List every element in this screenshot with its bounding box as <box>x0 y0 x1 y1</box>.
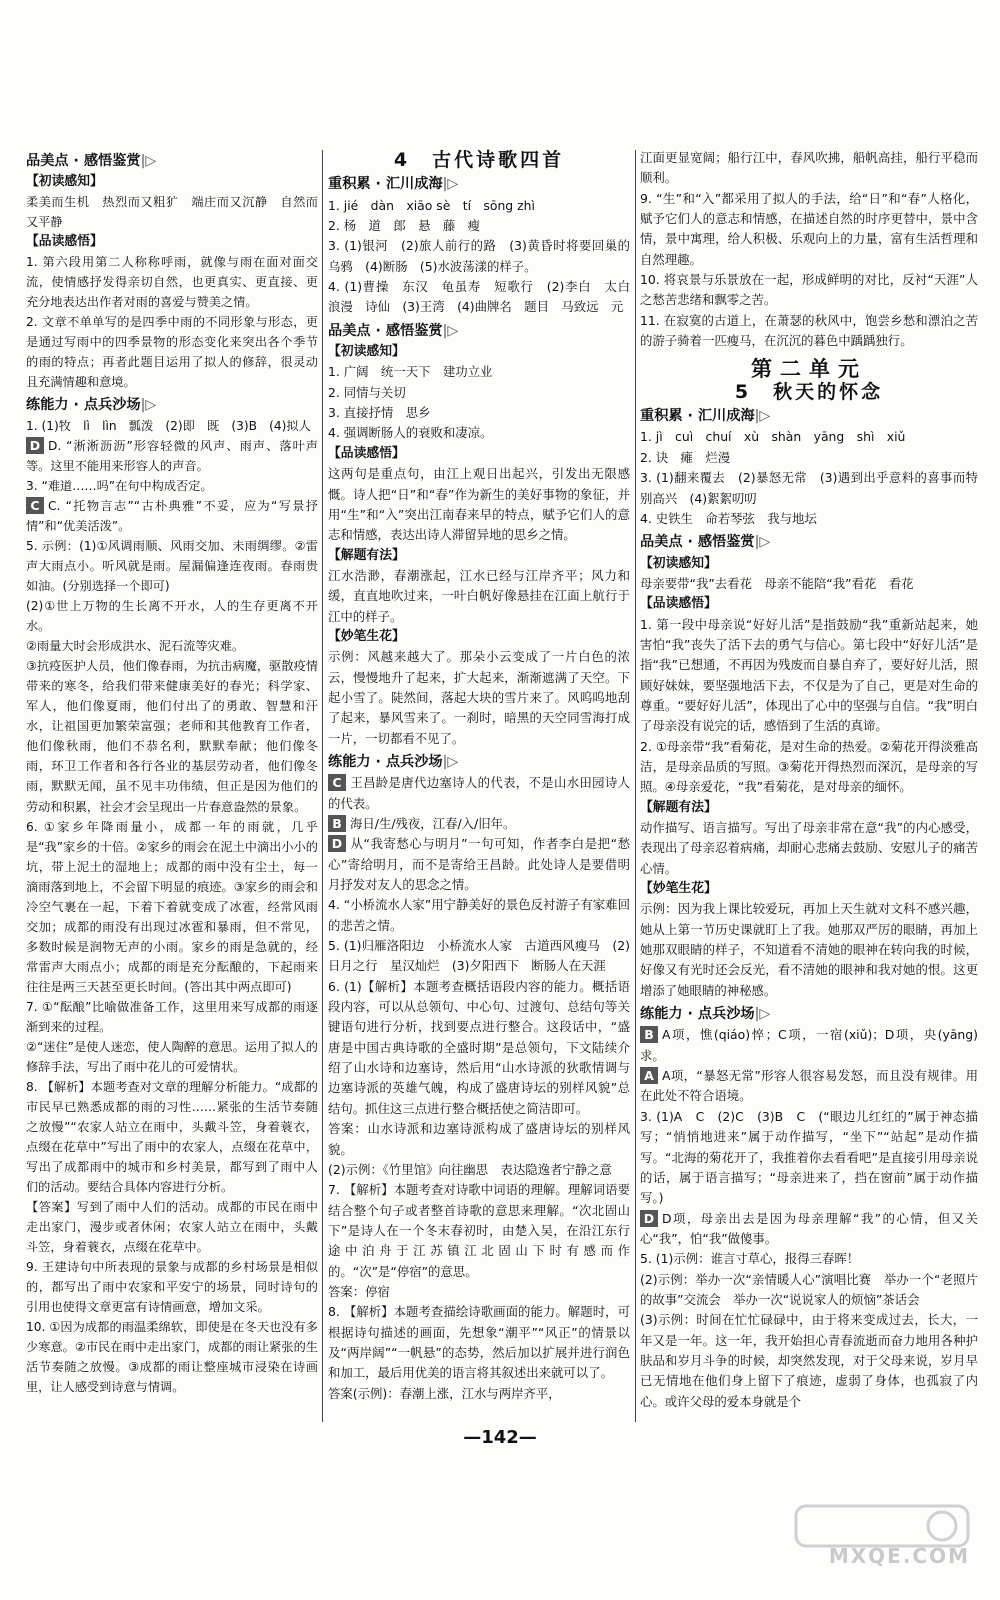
answer-paragraph <box>640 270 978 311</box>
text: 江水浩渺，春潮涨起，江水已经与江岸齐平；风力和缓，直直地吹过来，一叶白帆好像悬挂在江面上航行于江中的样子。 <box>328 567 630 624</box>
text: 2. ①母亲带“我”看菊花，是对生命的热爱。②菊花开得淡雅高洁，是母亲品质的写照。③菊花开得热烈而深沉，是母亲的写照。④母亲爱花，“我”看菊花，是对母亲的缅怀。 <box>640 738 978 795</box>
answer-choice-badge: B <box>328 815 346 832</box>
text: 从“我寄愁心与明月”一句可知，作者李白是把“愁心”寄给明月，而不是寄给王昌龄。此处诗人是要借明月抒发对友人的思念之情。 <box>328 836 630 893</box>
text: (2)①世上万物的生长离不开水，人的生存更离不开水。 <box>26 599 318 634</box>
text: 答案(示例)：春潮上涨，江水与两岸齐平， <box>328 1385 561 1401</box>
text: 重积累 · 汇川成海 <box>328 176 443 193</box>
answer-paragraph <box>640 1209 978 1250</box>
answer-paragraph <box>640 574 978 594</box>
text: A项，憔(qiáo)悴；C项，一宿(xiǔ)；D项，央(yāng)求。 <box>640 1027 978 1063</box>
answer-choice-badge: A <box>640 1067 658 1084</box>
answer-paragraph <box>26 416 318 436</box>
text: 品美点 · 感悟鉴赏 <box>328 322 443 339</box>
text: 7. ①“酝酿”比喻做准备工作，这里用来写成都的雨逐渐到来的过程。 <box>26 999 318 1034</box>
column-divider-1 <box>322 150 323 1422</box>
text: 1. 第六段用第二人称称呼雨，就像与雨在面对面交流，使情感抒发得亲切自然，也更真实、更直接、更充分地表达出作者对雨的喜爱与赞美之情。 <box>26 255 318 310</box>
text: A项，“暴怒无常”形容人很容易发怒，而且没有规律。用在此处不符合语境。 <box>640 1068 978 1104</box>
answer-choice-badge: C <box>328 774 346 791</box>
watermark-logo-icon <box>792 1502 972 1580</box>
answer-paragraph <box>328 834 630 895</box>
text: 示例：风越来越大了。那朵小云变成了一片白色的浓云，慢慢地升了起来，扩大起来，渐渐遮满了天空。下起小雪了。陡然间，落起大块的雪片来了。风呜呜地刮了起来，暴风雪来了。一刹时，暗黑的天空同雪海打成一片，一切都看不见了。 <box>328 649 630 746</box>
text: ②雨量大时会形成洪水、泥石流等灾难。 <box>26 639 245 654</box>
answer-choice-badge: B <box>640 1026 658 1043</box>
text: 4. 强调断肠人的衰败和凄凉。 <box>328 425 493 441</box>
answer-choice-badge: D <box>328 835 346 852</box>
section-arrow-icon: |▷ <box>140 153 157 169</box>
subheading <box>328 342 630 362</box>
answer-paragraph <box>640 1249 978 1269</box>
answer-paragraph <box>328 362 630 382</box>
answer-paragraph <box>640 615 978 737</box>
answer-paragraph <box>328 403 630 423</box>
answer-paragraph <box>26 1317 318 1397</box>
text: 3. (1)A C (2)C (3)B C (“眼边儿红红的”属于神态描写；“悄悄地进来”属于动作描写，“坐下”“站起”是动作描写。“北海的菊花开了，我推着你去看看吧”是直接引用母亲说的话，属于语言描写；“母亲进来了，挡在窗前”属于动作描写。) <box>640 1108 978 1206</box>
text: 【品读感悟】 <box>26 234 103 250</box>
answer-paragraph <box>640 427 978 447</box>
text: 5 秋天的怀念 <box>734 380 884 403</box>
text: 重积累 · 汇川成海 <box>640 408 755 425</box>
answer-paragraph <box>26 436 318 476</box>
answer-paragraph <box>328 936 630 977</box>
text: 10. 将哀景与乐景放在一起，形成鲜明的对比，反衬“天涯”人之愁苦悲绪和飘零之苦。 <box>640 272 978 308</box>
text: 9. 王建诗句中所表现的景象与成都的乡村场景是相似的，都写出了雨中农家和平安宁的场景，同时诗句的引用也使得文章更富有诗情画意，增加文采。 <box>26 1259 318 1314</box>
text: 【品读感悟】 <box>640 596 717 612</box>
section-heading <box>640 406 978 426</box>
section-heading <box>640 532 978 552</box>
text: 8. 【解析】本题考查对文章的理解分析能力。“成都的市民早已熟悉成都的雨的习性……紧张的生活节奏随之放慢”“农家人站立在雨中，头戴斗笠，身着蓑衣，点缀在花草中”写出了雨中的农家人，点缀在花草中，写出了成都雨中的城市和乡村美景，都写到了雨中人们的活动。要结合具体内容进行分析。 <box>26 1079 318 1194</box>
text: 答案：停宿 <box>328 1283 390 1299</box>
text: 【解题有法】 <box>640 799 717 815</box>
answer-column-2 <box>328 148 643 1404</box>
answer-paragraph <box>328 1160 630 1180</box>
text: 【品读感悟】 <box>328 445 405 461</box>
text: ③抗疫医护人员，他们像春雨，为抗击病魔，驱散疫情带来的寒冬，给我们带来健康美好的春光；科学家、军人，他们像夏雨，他们付出了的勇敢、智慧和汗水，让祖国更加繁荣富强；老师和其他教育工作者，他们像秋雨，他们不恭名利，默默奉献；他们像冬雨，环卫工作者和各行各业的基层劳动者，他们像冬雨，默默无闻，虽不见丰功伟绩，但正是因为他们的劳动和积累，社会才会呈现出一片春意盎然的景象。 <box>26 659 318 814</box>
text: 2. 杨 道 郎 悬 藤 瘦 <box>328 218 481 234</box>
answer-paragraph <box>328 773 630 814</box>
text: 动作描写、语言描写。写出了母亲非常在意“我”的内心感受，表现出了母亲忍着病痛，却耐心悲痛去鼓励、安慰儿子的痛苦心情。 <box>640 820 978 876</box>
answer-paragraph <box>26 536 318 596</box>
text: 江面更显宽阔；船行江中，春风吹拂，船帆高挂，船行平稳而顺利。 <box>640 150 978 186</box>
subheading <box>26 172 318 192</box>
answer-paragraph <box>328 814 630 834</box>
answer-paragraph <box>640 818 978 879</box>
text: 7. 【解析】本题考查对诗歌中词语的理解。理解词语要结合整个句子或者整首诗歌的意思来理解。“次北固山下”是诗人在一个冬末春初时，由楚入吴，在沿江东行途中泊舟于江苏镇江北固山下时有感而作的。“次”是“停宿”的意思。 <box>328 1182 630 1279</box>
section-arrow-icon: |▷ <box>140 397 157 414</box>
watermark-text: MXQE.COM <box>828 1544 970 1568</box>
text: 3. (1)翻来覆去 (2)暴怒无常 (3)遇到出乎意料的喜事而特别高兴 (4)絮絮叨叨 <box>640 470 978 506</box>
section-arrow-icon: |▷ <box>754 408 771 425</box>
text: 2. 文章不单单写的是四季中雨的不同形象与形态，更是通过写雨中的四季景物的形态变化来突出各个季节的雨的特点；再者此题目运用了拟人的修辞，很灵动且充满情趣和意境。 <box>26 315 318 390</box>
text: 品美点 · 感悟鉴赏 <box>640 534 755 551</box>
text: 5. (1)示例：谁言寸草心，报得三春晖！ <box>640 1251 860 1267</box>
text: (2)示例：《竹里馆》向往幽思 表达隐逸者宁静之意 <box>328 1161 612 1177</box>
answer-paragraph <box>26 1197 318 1257</box>
answer-paragraph <box>328 383 630 403</box>
text: 1. jié dàn xiāo sè tí sōng zhì <box>328 197 535 213</box>
text: 1. 第一段中母亲说“好好儿活”是指鼓励“我”重新站起来，她害怕“我”丧失了活下去的勇气与信心。第七段中“好好儿活”是指“我”已想通，不再因为残废而自暴自弃了，要好好儿活，照顾好妹妹，要坚强地活下去，不仅是为了自己，更是对生命的尊重。“要好好儿活”，体现出了心中的坚强与自信。“我”明白了母亲没有说完的话，感悟到了生活的真谛。 <box>640 616 978 734</box>
text: 练能力 · 点兵沙场 <box>26 397 141 414</box>
subheading <box>328 444 630 464</box>
answer-paragraph <box>26 997 318 1037</box>
text: 2. 诀 瘫 烂漫 <box>640 449 731 465</box>
subheading <box>328 627 630 647</box>
subheading <box>26 232 318 252</box>
text: 6. ①家乡年降雨量小，成都一年的雨就，几乎是“我”家乡的十倍。②家乡的雨会在泥土中滴出小小的坑，带上泥土的湿地上；成都的雨中没有尘土，每一滴雨落到地上，不会留下明显的痕迹。③家乡的雨会和冷空气裹在一起，下着下着就变成了冰雹，经常风雨交加；成都的雨没有出现过冰雹和暴雨，但不常见，多数时候是润物无声的小雨。家乡的雨是急就的，经常雷声大雨点小；成都的雨是充分酝酿的，下起雨来往往是两三天甚至更长时间。(答出其中两点即可) <box>26 819 318 994</box>
text: 第二单元 <box>751 357 867 382</box>
unit-title <box>640 357 978 382</box>
answer-paragraph <box>26 192 318 232</box>
text: 4 古代诗歌四首 <box>393 149 565 171</box>
answer-paragraph <box>26 476 318 496</box>
answer-paragraph <box>26 252 318 312</box>
answer-paragraph <box>328 423 630 443</box>
text: 9. “生”和“入”都采用了拟人的手法，给“日”和“春”人格化，赋予它们人的意志和情感，在描述自然的时序更替中，景中含情，景中寓理，给人积极、乐观向上的力量，富有生活哲理和自然理趣。 <box>640 190 978 267</box>
text: 【妙笔生花】 <box>640 881 717 897</box>
text: 3. “难道……吗”在句中构成否定。 <box>26 479 213 494</box>
text: 4. “小桥流水人家”用宁静美好的景色反衬游子有家难回的悲苦之情。 <box>328 897 630 933</box>
answer-paragraph <box>26 1037 318 1077</box>
answer-paragraph <box>328 236 630 277</box>
text: 5. 示例：(1)①风调雨顺、风雨交加、未雨绸缪。②雷声大雨点小。听风就是雨。屋漏偏逢连夜雨。春雨贵如油。(分别选择一个即可) <box>26 539 318 594</box>
text: 【初读感知】 <box>26 174 103 190</box>
text: 【解题有法】 <box>328 547 405 563</box>
text: 4. (1)曹操 东汉 龟虽寿 短歌行 (2)李白 太白 浪漫 诗仙 (3)王湾 (4)曲牌名 题目 马致远 元 <box>328 279 643 315</box>
section-arrow-icon: |▷ <box>754 1006 771 1023</box>
answer-column-1 <box>26 148 318 1397</box>
section-arrow-icon: |▷ <box>754 534 771 551</box>
text: 1. (1)牧 lì lìn 瓢泼 (2)即 既 (3)B (4)拟人 <box>26 419 311 434</box>
answer-choice-badge: C <box>26 497 44 514</box>
answer-choice-badge: D <box>26 437 44 454</box>
lesson-title <box>640 382 978 402</box>
text: 练能力 · 点兵沙场 <box>640 1006 755 1023</box>
answer-paragraph <box>26 817 318 997</box>
text: 答案：山水诗派和边塞诗派构成了盛唐诗坛的别样风貌。 <box>328 1121 630 1157</box>
answer-paragraph <box>26 1077 318 1197</box>
answer-paragraph <box>640 1310 978 1412</box>
answer-paragraph <box>640 1270 978 1311</box>
answer-paragraph <box>640 448 978 468</box>
answer-paragraph <box>640 189 978 270</box>
lesson-title <box>328 150 630 170</box>
subheading <box>640 554 978 574</box>
answer-paragraph <box>640 1107 978 1209</box>
section-heading <box>26 151 318 171</box>
text: 示例：因为我上课比较爱玩，再加上天生就对文科不感兴趣，她从上第一节历史课就盯上了我。她那双严厉的眼睛，再加上她那双眼睛的样子，不知道看不清她的眼神在转向我的时候，好像又有光时还会反光，看不清她的眼神和我对她的恨。这更增添了她眼睛的神秘感。 <box>640 901 978 998</box>
answer-paragraph <box>640 1066 978 1107</box>
subheading <box>640 594 978 614</box>
answer-paragraph <box>328 196 630 216</box>
answer-paragraph <box>328 464 630 545</box>
text: 品美点 · 感悟鉴赏 <box>26 153 141 169</box>
text: 【初读感知】 <box>328 344 405 360</box>
answer-paragraph <box>328 647 630 749</box>
text: 这两句是重点句，由江上观日出起兴，引发出无限感慨。诗人把“日”和“春”作为新生的美好事物的象征，并用“生”和“入”突出江南春来早的特点，赋予它们人的意志和情感，表达出诗人滞留异地的思乡之情。 <box>328 466 630 543</box>
text: 3. (1)银河 (2)旅人前行的路 (3)黄昏时将要回巢的乌鸦 (4)断肠 (5)水波荡漾的样子。 <box>328 238 630 274</box>
text: D. “淅淅沥沥”形容轻微的风声、雨声、落叶声等。这里不能用来形容人的声音。 <box>26 439 318 474</box>
page-number: —142— <box>463 1427 537 1448</box>
answer-paragraph <box>328 216 630 236</box>
answer-paragraph <box>640 148 978 189</box>
answer-paragraph <box>328 1282 630 1302</box>
answer-paragraph <box>328 1302 630 1383</box>
text: (2)示例：举办一次“亲情暖人心”演唱比赛 举办一个“老照片的故事”交流会 举办一次“说说家人的烦恼”茶话会 <box>640 1271 978 1307</box>
text: 11. 在寂寞的古道上，在萧瑟的秋风中，饱尝乡愁和漂泊之苦的游子骑着一匹瘦马，在沉沉的暮色中踽踽独行。 <box>640 312 978 349</box>
answer-paragraph <box>328 1119 630 1160</box>
answer-paragraph <box>328 566 630 627</box>
answer-paragraph <box>26 656 318 816</box>
text: 【妙笔生花】 <box>328 628 405 644</box>
answer-paragraph <box>640 311 978 352</box>
section-heading <box>328 752 630 772</box>
text: 4. 史铁生 命若琴弦 我与地坛 <box>640 510 817 526</box>
answer-paragraph <box>328 1180 630 1282</box>
answer-paragraph <box>328 977 630 1119</box>
section-heading <box>328 321 630 341</box>
section-heading <box>640 1004 978 1024</box>
text: 柔美而生机 热烈而又粗犷 端庄而又沉静 自然而又平静 <box>26 195 318 230</box>
text: 【初读感知】 <box>640 555 717 571</box>
answer-paragraph <box>328 277 643 318</box>
subheading <box>640 879 978 899</box>
text: 王昌龄是唐代边塞诗人的代表，不是山水田园诗人的代表。 <box>328 775 630 811</box>
text: (3)示例：时间在忙忙碌碌中，由于将来变成过去，长大，一年又是一年。这一年，我开始担心青春流逝而奋力地用各种护肤品和岁月斗争的时候，却突然发现，对于父母来说，岁月早已无情地在他们身上留下了痕迹，虚弱了身体，也孤寂了内心。或许父母的爱本身就是个 <box>640 1312 978 1409</box>
answer-paragraph <box>26 312 318 392</box>
text: 8. 【解析】本题考查描绘诗歌画面的能力。解题时，可根据诗句描述的画面，先想象“潮平”“风正”的情景以及“两岸阔”“一帆悬”的态势，然后加以扩展并进行润色和加工，最后用优美的语言将其叙述出来就可以了。 <box>328 1304 630 1381</box>
text: 2. 同情与关切 <box>328 384 406 400</box>
column-divider-2 <box>635 150 636 1422</box>
text: 【答案】写到了雨中人们的活动。成都的市民在雨中走出家门，漫步或者休闲；农家人站立在雨中，头戴斗笠，身着蓑衣，点缀在花草中。 <box>26 1199 318 1254</box>
text: ②“迷住”是使人迷恋，使人陶醉的意思。运用了拟人的修辞手法，写出了雨中花儿的可爱情状。 <box>26 1039 318 1074</box>
answer-paragraph <box>640 737 978 798</box>
text: 6. (1)【解析】本题考查概括语段内容的能力。概括语段内容，可以从总领句、中心句、过渡句、总结句等关键语句进行分析，找到要点进行整合。这段话中，“盛唐是中国古典诗歌的全盛时期”是总领句，下文陆续介绍了山水诗和边塞诗，然后用“山水诗派的狄歌情调与边塞诗派的英雄气魄，构成了盛唐诗坛的别样风貌”总结句。抓住这三点进行整合概括使之简洁即可。 <box>328 978 630 1116</box>
answer-paragraph <box>328 895 630 936</box>
answer-paragraph <box>640 468 978 509</box>
text: 10. ①因为成都的雨温柔绵软，即使是在冬天也没有多少寒意。②市民在雨中走出家门，成都的雨让紧张的生活节奏随之放慢。③成都的雨让整座城市浸染在诗画里，让人感受到诗意与情调。 <box>26 1319 318 1394</box>
section-arrow-icon: |▷ <box>442 322 459 339</box>
subheading <box>328 546 630 566</box>
text: 5. (1)归雁洛阳边 小桥流水人家 古道西风瘦马 (2)日月之行 星汉灿烂 (3)夕阳西下 断肠人在天涯 <box>328 938 630 974</box>
text: D项，母亲出去是因为母亲理解“我”的心情，但又关心“我”，怕“我”做傻事。 <box>640 1210 978 1246</box>
answer-paragraph <box>640 899 978 1001</box>
text: 练能力 · 点兵沙场 <box>328 753 443 770</box>
text: 1. 广阔 统一天下 建功立业 <box>328 364 493 380</box>
answer-column-3 <box>640 148 978 1412</box>
answer-paragraph <box>640 509 978 529</box>
text: 1. jì cuì chuí xù shàn yāng shì xiǔ <box>640 429 906 445</box>
section-heading <box>26 395 318 415</box>
answer-paragraph <box>328 1384 630 1404</box>
section-arrow-icon: |▷ <box>442 753 459 770</box>
answer-paragraph <box>26 636 318 656</box>
section-arrow-icon: |▷ <box>442 176 459 193</box>
text: 海日/生/残夜，江春/入/旧年。 <box>350 816 516 831</box>
text: 3. 直接抒情 思乡 <box>328 405 431 421</box>
answer-paragraph <box>640 1025 978 1066</box>
subheading <box>640 798 978 818</box>
answer-paragraph <box>26 596 318 636</box>
text: 母亲要带“我”去看花 母亲不能陪“我”看花 看花 <box>640 575 914 591</box>
answer-paragraph <box>26 1257 318 1317</box>
section-heading <box>328 174 630 194</box>
answer-paragraph <box>26 496 318 536</box>
text: C. “托物言志”“古朴典雅”不妥，应为“写景抒情”和“优美活泼”。 <box>26 499 318 534</box>
answer-choice-badge: D <box>640 1210 658 1227</box>
